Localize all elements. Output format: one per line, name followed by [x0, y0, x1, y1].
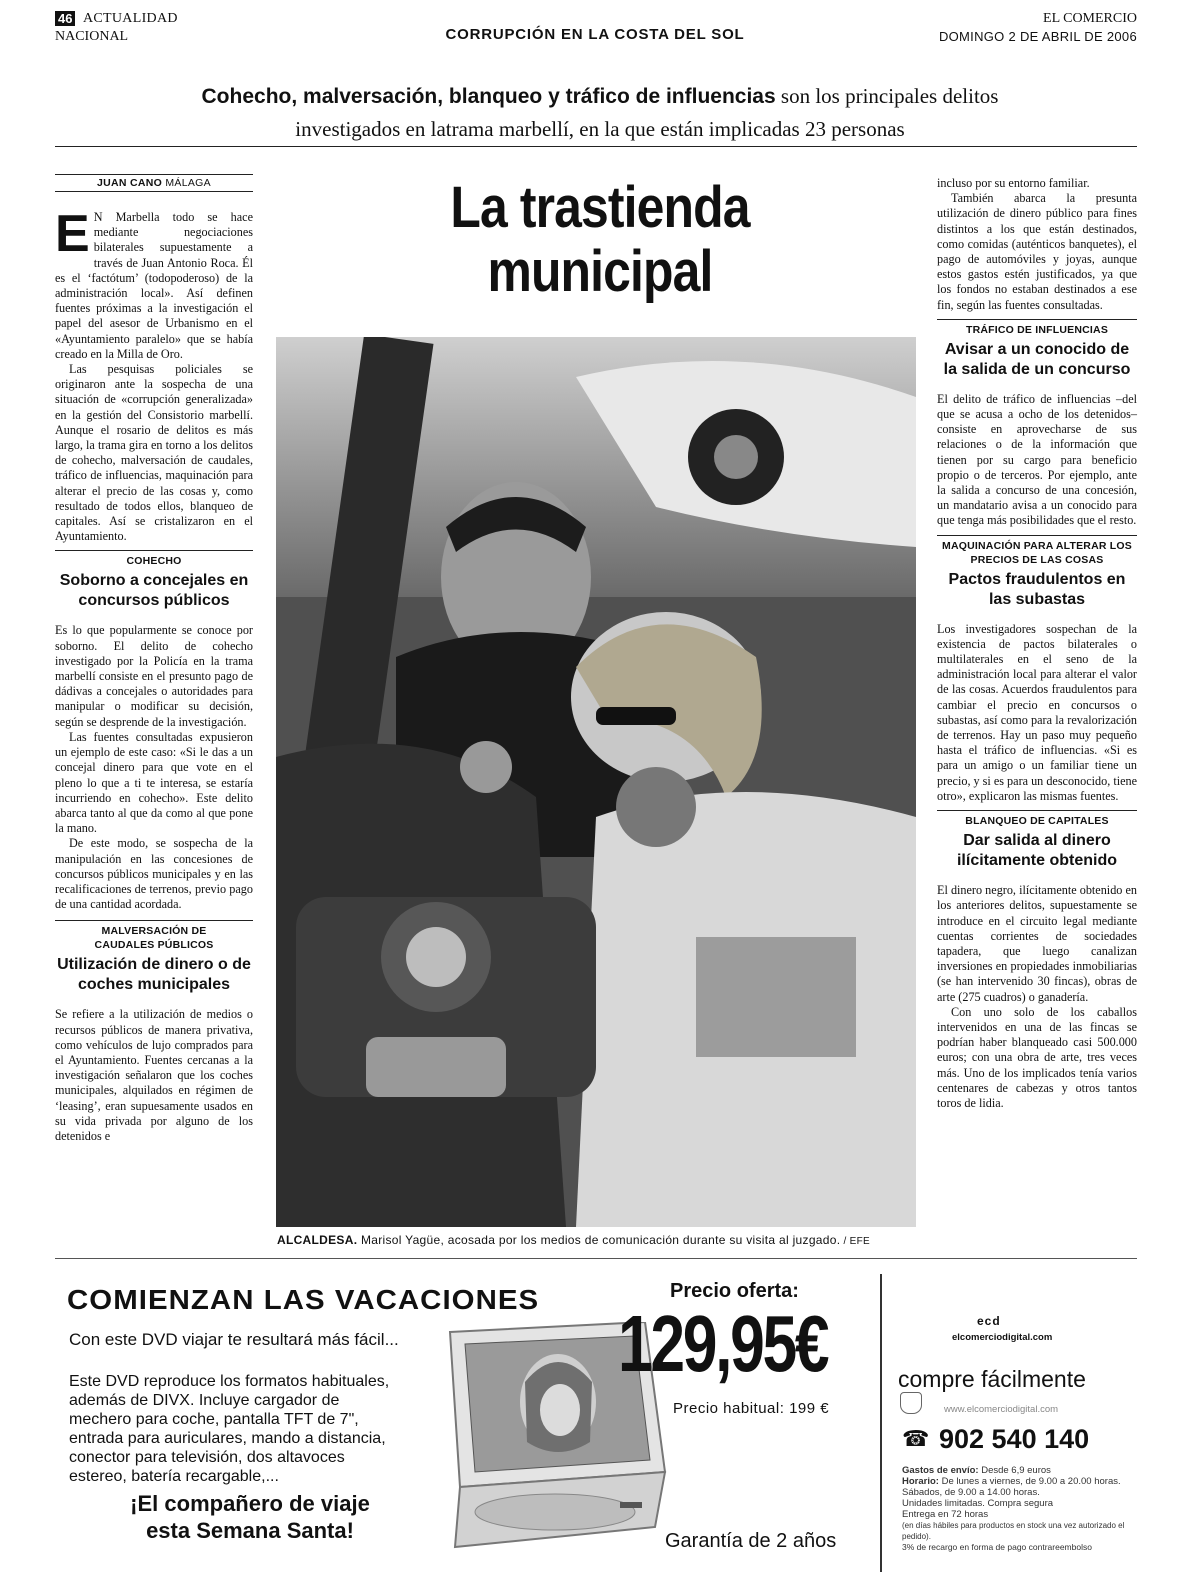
page-number: 46: [55, 11, 75, 26]
ad-intro: Con este DVD viajar te resultará más fácil...: [69, 1330, 399, 1349]
phone-icon: ☎: [902, 1426, 930, 1451]
section-kicker: BLANQUEO DE CAPITALES: [965, 815, 1109, 828]
ad-body: Este DVD reproduce los formatos habituales, además de DIVX. Incluye cargador de mechero para coche, pantalla TFT de 7", entrada para auriculares, mando a distancia, conector para televisión, dos altavoces estereo, batería recargable,...: [69, 1373, 390, 1485]
topic-label: CORRUPCIÓN EN LA COSTA DEL SOL: [445, 26, 745, 43]
left-column: [55, 174, 253, 1144]
ad-title: COMIENZAN LAS VACACIONES: [67, 1284, 540, 1315]
drop-cap: E: [55, 205, 90, 263]
byline-place: MÁLAGA: [165, 177, 211, 189]
caption-label: ALCALDESA.: [277, 1233, 358, 1247]
byline-author: JUAN CANO: [97, 177, 163, 189]
deck-rest: son los principales delitos: [775, 84, 999, 108]
section-kicker: MAQUINACIÓN PARA ALTERAR LOS PRECIOS DE LAS COSAS: [942, 539, 1132, 566]
section-title: Dar salida al dinero ilícitamente obtenido: [956, 832, 1117, 870]
section-title: Soborno a concejales en concursos públicos: [59, 572, 249, 610]
deck-line2: investigados en latrama marbellí, en la que están implicadas 23 personas: [295, 117, 905, 141]
phone-number: 902 540 140: [939, 1424, 1090, 1454]
section-malversacion: MALVERSACIÓN DE CAUDALES PÚBLICOS Utilización de dinero o de coches municipales Se refiere a la utilización de medios o recursos públicos de manera privativa, como vehículos de lujo comprados para el Ayuntamiento. Fuentes cercanas a la investigación señalaron que los coches municipales, alquilados en régimen de ‘leasing’, eran supuesamente usados en su vida privada por alguno de los detenidos e: [55, 920, 253, 1144]
offer-price: 129,95€: [618, 1299, 828, 1388]
deck-rule: [55, 146, 1137, 147]
dvd-advertisement: [55, 1262, 1145, 1575]
regular-price: Precio habitual: 199 €: [673, 1400, 830, 1417]
caption-text: Marisol Yagüe, acosada por los medios de comunicación durante su visita al juzgado.: [357, 1233, 841, 1247]
web-address: www.elcomerciodigital.com: [944, 1404, 1059, 1415]
section-kicker: COHECHO: [126, 555, 182, 568]
section-kicker: TRÁFICO DE INFLUENCIAS: [965, 323, 1109, 336]
ad-rule: [55, 1258, 1137, 1259]
section-label: ACTUALIDAD: [83, 11, 178, 26]
section-title: Avisar a un conocido de la salida de un concurso: [943, 340, 1131, 378]
brand-name: elcomerciodigital.com: [952, 1332, 1053, 1343]
photo-illustration: [276, 337, 916, 1227]
caption-credit: / EFE: [840, 1236, 870, 1247]
deck-summary: [60, 80, 1140, 145]
byline: [55, 174, 253, 192]
brand-logo: ecd: [977, 1314, 1001, 1328]
offer-label: Precio oferta:: [670, 1280, 799, 1302]
section-title: Pactos fraudulentos en las subastas: [948, 570, 1126, 608]
intro-paragraph-2: Las pesquisas policiales se originaron ante la sospecha de una situación de «corrupción generalizada» en la gestión del Consistorio marbellí. Aunque el rosario de delitos es más largo, la trama gira en torno a los delitos de cohecho, malversación de caudales, tráfico de influencias, maquinación para alterar el precio de las cosas y, como resultado de todos ellos, blanqueo de capitales. Así se cristalizaron en el Ayuntamiento.: [55, 362, 253, 544]
purchase-info-box: [880, 1274, 1147, 1572]
section-maquinacion: MAQUINACIÓN PARA ALTERAR LOS PRECIOS DE LAS COSAS Pactos fraudulentos en las subastas Los investigadores sospechan de la existencia de pactos bilaterales o multilaterales en el seno de la administración local para alterar el valor de las cosas. Acuerdos fraudulentos para cambiar el precio en concursos o subastas, así como para la revalorización de terrenos. Hay un paso muy pequeño hasta el tráfico de influencias. «Si es para un amigo o un familiar tiene un precio, y si es para un desconocido, tiene otro», explicaron las mismas fuentes.: [937, 535, 1137, 804]
buy-label: compre fácilmente: [898, 1366, 1086, 1392]
headline: La trastienda municipal: [450, 175, 750, 304]
subsection-label: NACIONAL: [55, 29, 129, 44]
section-cohecho: COHECHO Soborno a concejales en concursos públicos Es lo que popularmente se conoce por soborno. El delito de cohecho investigado por la Policía en la trama marbellí consiste en el presunto pago de dádivas a concejales o autoridades para manipular o modificar su decisión, según se desprende de la investigación. Las fuentes consultadas expusieron un ejemplo de este caso: «Si le das a un concejal dinero para que vote en el pleno lo que a ti te interesa, se estaría incurriendo en cohecho». Este delito abarca tanto al que da como al que pone la mano. De este modo, se sospecha de la manipulación en las concesiones de concursos públicos municipales y en las recalificaciones de terrenos, previo pago de una cantidad acordada.: [55, 550, 253, 912]
section-blanqueo: BLANQUEO DE CAPITALES Dar salida al dinero ilícitamente obtenido El dinero negro, ilícitamente obtenido en los anteriores delitos, supuestamente se introduce en el circuito legal mediante cuentas corrientes de sociedades tapadera, que luego canalizan inversiones en propiedades inmobiliarias (se han intervenido 30 fincas), obras de arte (275 cuadros) o ganadería. Con uno solo de los caballos intervenidos en una de las fincas se podrían haber blanqueado casi 500.000 euros; con una obra de arte, tres veces más. Uno de los implicados tenía varios centenares de cabezas y otros tantos toros de lidia.: [937, 810, 1137, 1111]
purchase-details: Gastos de envío: Desde 6,9 euros Horario: De lunes a viernes, de 9.00 a 20.00 horas. Sábados, de 9.00 a 14.00 horas. Unidades limitadas. Compra segura Entrega en 72 horas (en días hábiles para productos en stock una vez autorizado el pedido). 3% de recargo en forma de pago contrareembolso: [902, 1465, 1125, 1552]
intro-paragraph-1: E N Marbella todo se hace mediante negociaciones bilaterales supuestamente a través de Juan Antonio Roca. Él es el ‘factótum’ (todopoderoso) de la administración local». Así definen fuentes próximas a la investigación el papel del asesor de Urbanismo en el «Ayuntamiento paralelo» que se había creado en la Milla de Oro.: [55, 205, 253, 361]
section-trafico: TRÁFICO DE INFLUENCIAS Avisar a un conocido de la salida de un concurso El delito de tráfico de influencias –del que se acusa a ocho de los detenidos– consiste en aprovecharse de sus relaciones o de la información que tienen por su cargo para beneficio propio o de terceros. Por ejemplo, ante la salida a concurso de una concesión, un mandatario avisa a un conocido para que tenga más posibilidades que el resto.: [937, 319, 1137, 529]
newspaper-name: EL COMERCIO: [1043, 11, 1137, 26]
section-title: Utilización de dinero o de coches municipales: [57, 956, 251, 994]
photo-caption: [277, 1233, 922, 1247]
right-column: incluso por su entorno familiar. También abarca la presunta utilización de dinero público para fines distintos a los que están destinados, como comidas (auténticos banquetes), el pago de automóviles y joyas, aunque estos gastos estén justificados, ya que los fondos no estaban destinados a ese fin, según las fuentes consultadas. TRÁFICO DE INFLUENCIAS Avisar a un conocido de la salida de un concurso El delito de tráfico de influencias –del que se acusa a ocho de los detenidos– consiste en aprovecharse de sus relaciones o de la información que tienen por su cargo para beneficio propio o de terceros. Por ejemplo, ante la salida a concurso de una concesión, un mandatario avisa a un conocido para que tenga más posibilidades que el resto. MAQUINACIÓN PARA ALTERAR LOS PRECIOS DE LAS COSAS Pactos fraudulentos en las subastas Los investigadores sospechan de la existencia de pactos bilaterales o multilaterales en el seno de la administración local para alterar el valor de las cosas. Acuerdos fraudulentos para cambiar el precio en concursos o subastas, así como para la revalorización de terrenos. Hay un paso muy pequeño hasta el tráfico de influencias. «Si es para un amigo o un familiar tiene un precio, y si es para un desconocido, tiene otro», explicaron las mismas fuentes. BLANQUEO DE CAPITALES Dar salida al dinero ilícitamente obtenido El dinero negro, ilícitamente obtenido en los anteriores delitos, supuestamente se introduce en el circuito legal mediante cuentas corrientes de sociedades tapadera, que luego canalizan inversiones en propiedades inmobiliarias (se han intervenido 30 fincas), obras de arte (275 cuadros) o ganadería. Con uno solo de los caballos intervenidos en una de las fincas se podrían haber blanqueado casi 500.000 euros; con una obra de arte, tres veces más. Uno de los implicados tenía varios centenares de cabezas y otros tantos toros de lidia.: [937, 176, 1138, 1110]
section-kicker: MALVERSACIÓN DE CAUDALES PÚBLICOS: [94, 925, 214, 952]
warranty: Garantía de 2 años: [665, 1530, 837, 1552]
deck-bold: Cohecho, malversación, blanqueo y tráfico de influencias: [201, 85, 776, 108]
news-photo: [276, 337, 916, 1227]
mouse-icon: [900, 1392, 922, 1414]
issue-date: DOMINGO 2 DE ABRIL DE 2006: [938, 29, 1137, 44]
ad-slogan: ¡El compañero de viaje esta Semana Santa!: [130, 1491, 370, 1543]
